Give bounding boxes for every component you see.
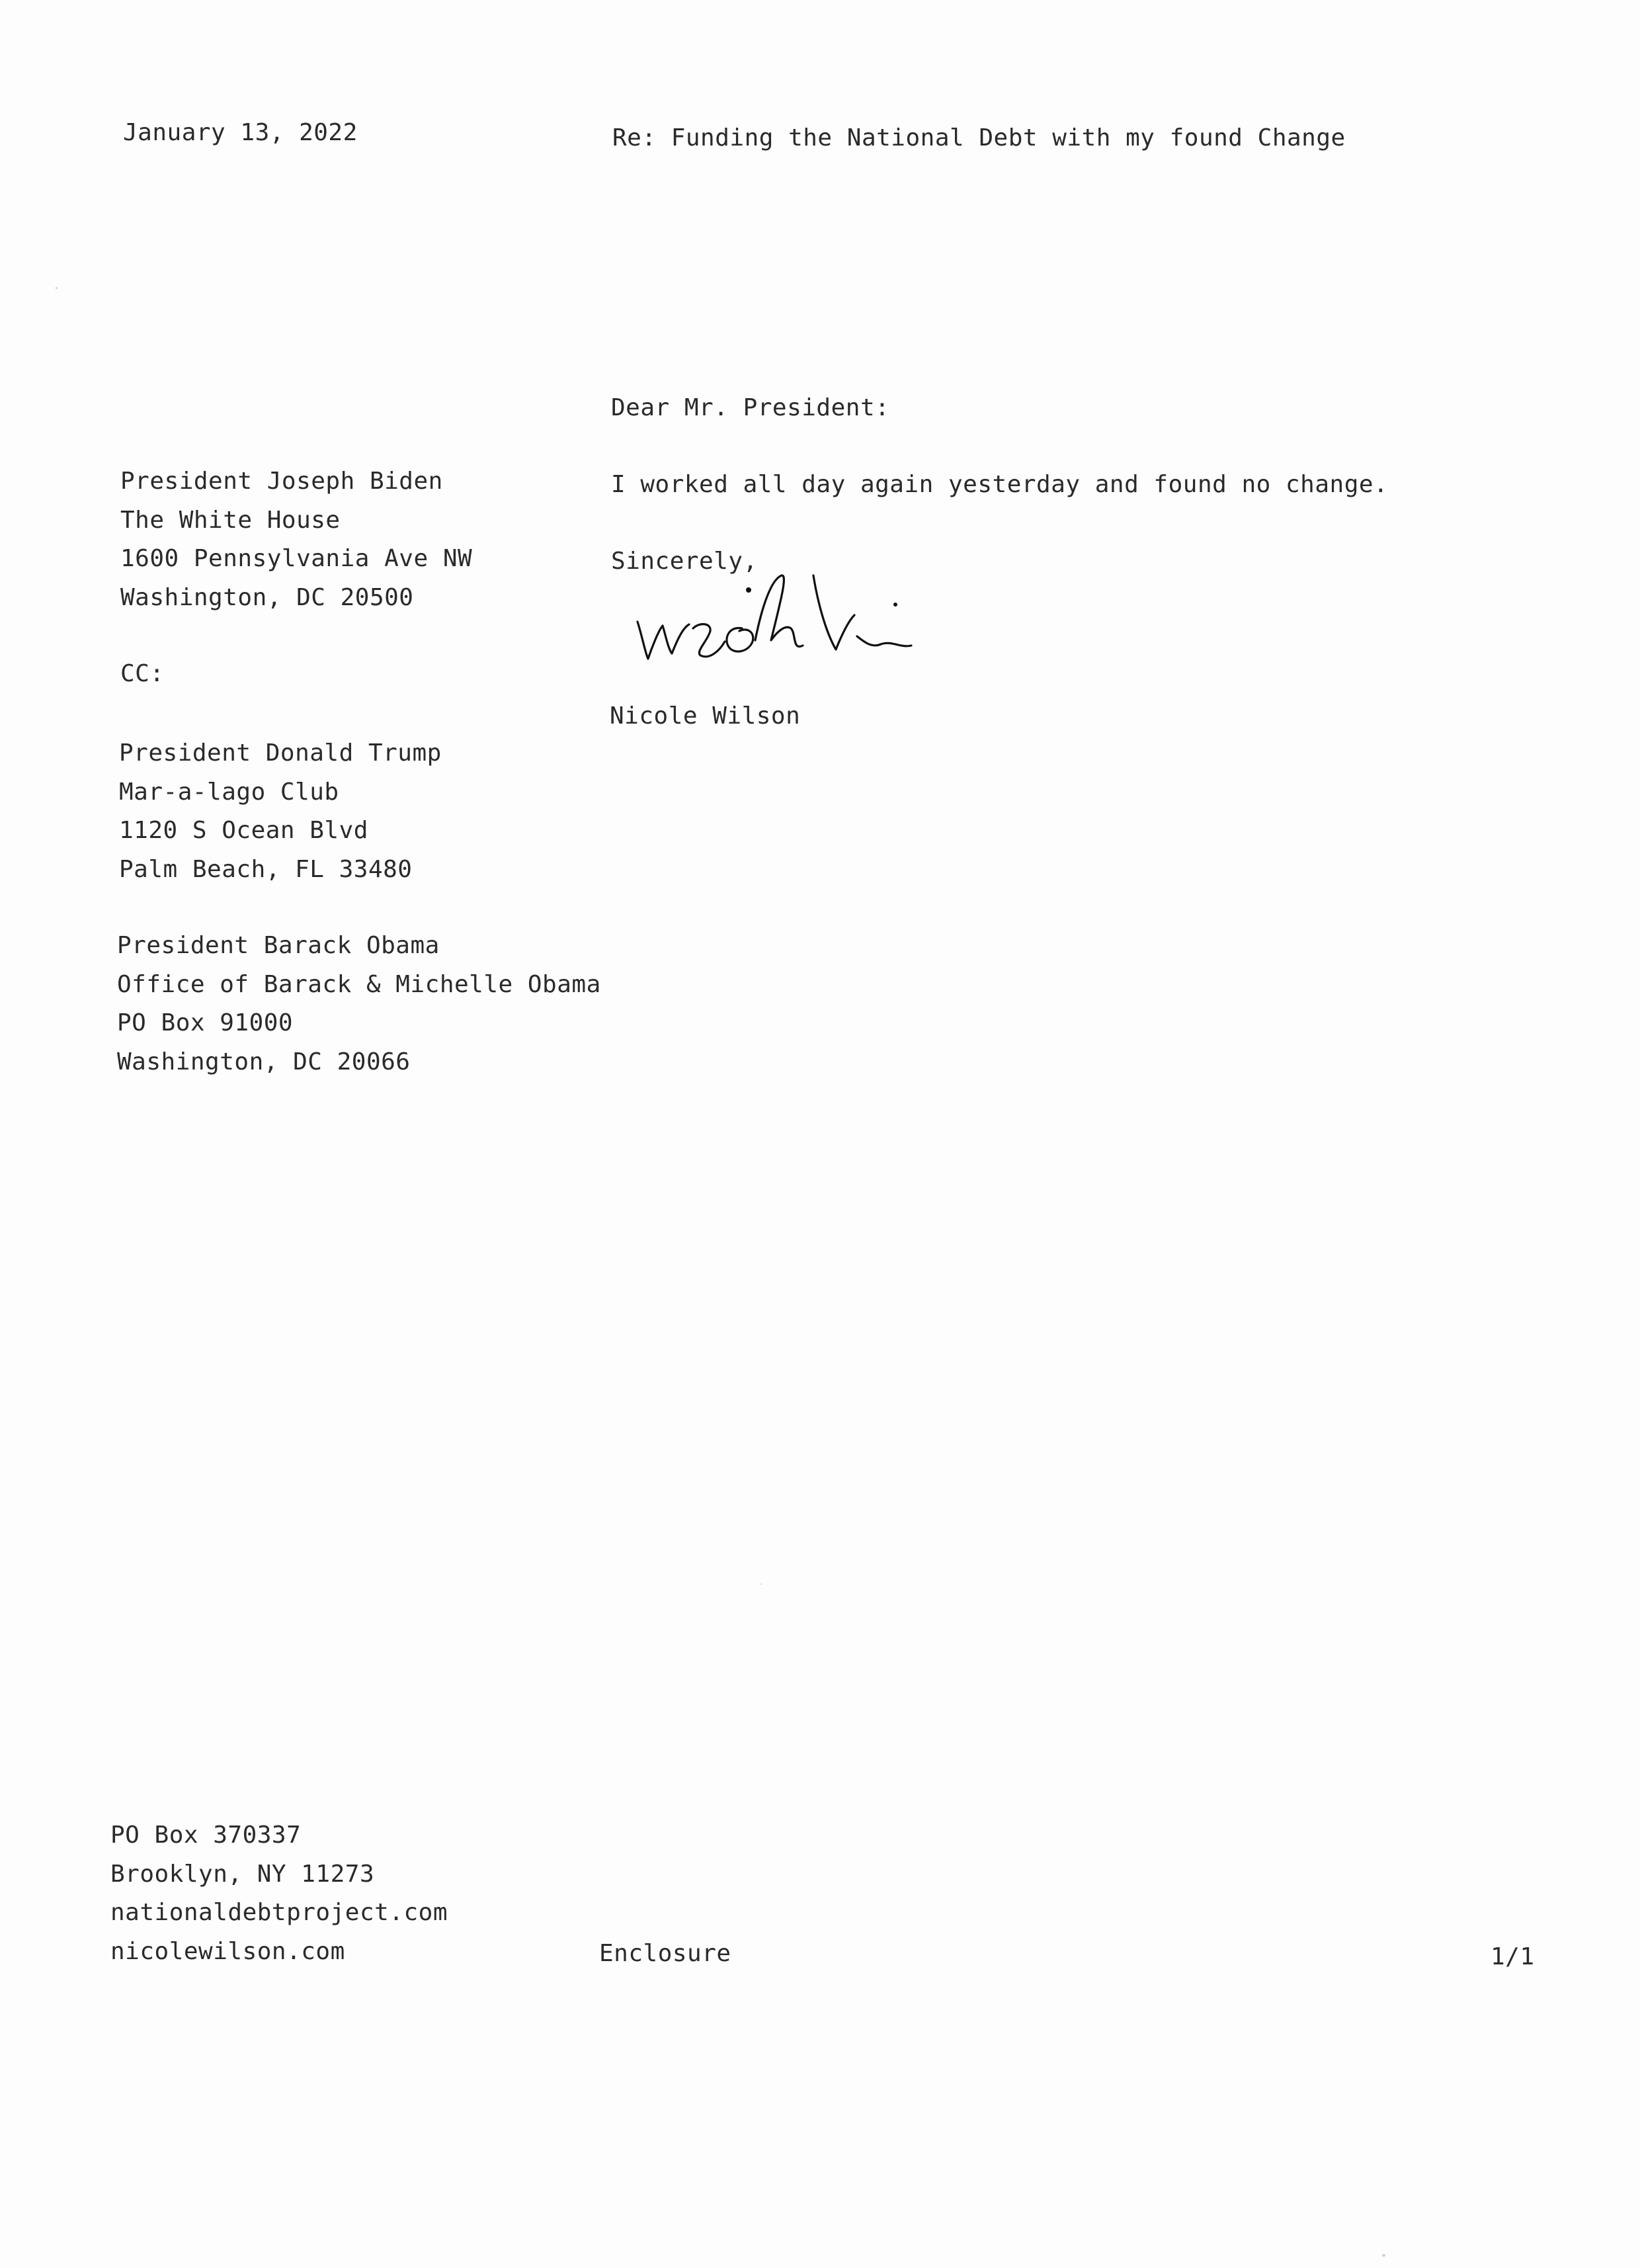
cc-address-line: Washington, DC 20066: [117, 1048, 411, 1075]
scan-speck: [1382, 2254, 1385, 2257]
scan-speck: [56, 287, 58, 289]
enclosure-note: Enclosure: [599, 1940, 731, 1967]
recipient-line: Washington, DC 20500: [120, 583, 414, 611]
recipient-line: 1600 Pennsylvania Ave NW: [120, 545, 473, 572]
sender-website-link[interactable]: nicolewilson.com: [110, 1937, 345, 1965]
letter-subject: Re: Funding the National Debt with my found Change: [612, 124, 1346, 151]
letter-date: January 13, 2022: [123, 119, 358, 146]
cc-address-line: President Donald Trump: [119, 739, 442, 767]
sender-line: Brooklyn, NY 11273: [110, 1860, 375, 1888]
cc-recipient-address: [119, 734, 442, 889]
signer-name: Nicole Wilson: [610, 702, 801, 730]
cc-label: CC:: [120, 660, 165, 687]
letter-body: I worked all day again yesterday and found no change.: [611, 471, 1389, 498]
sender-address: [110, 1816, 448, 1971]
sender-website-link[interactable]: nationaldebtproject.com: [110, 1899, 448, 1926]
recipient-line: The White House: [120, 506, 341, 534]
page-number: 1/1: [1491, 1943, 1535, 1970]
cc-recipient-address: [117, 927, 601, 1081]
cc-address-line: 1120 S Ocean Blvd: [119, 817, 368, 844]
handwritten-signature: [630, 567, 973, 680]
cc-address-line: Palm Beach, FL 33480: [119, 855, 413, 883]
cc-address-line: Mar-a-lago Club: [119, 778, 339, 806]
cc-address-line: PO Box 91000: [117, 1009, 294, 1036]
scan-speck: [760, 1583, 762, 1585]
recipient-address: [120, 462, 472, 617]
salutation: Dear Mr. President:: [611, 394, 890, 421]
recipient-line: President Joseph Biden: [120, 468, 443, 495]
sender-line: PO Box 370337: [110, 1822, 302, 1849]
cc-address-line: President Barack Obama: [117, 932, 440, 959]
cc-address-line: Office of Barack & Michelle Obama: [117, 970, 601, 998]
closing: Sincerely,: [611, 548, 758, 575]
